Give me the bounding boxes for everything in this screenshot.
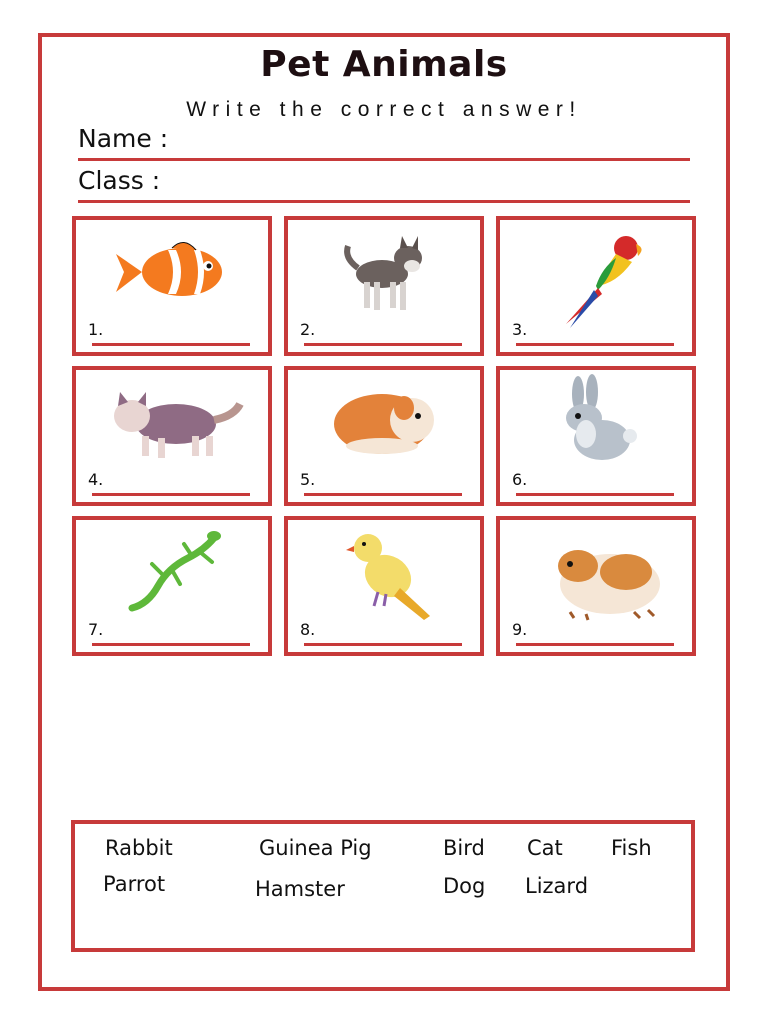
animal-card-6 xyxy=(496,366,696,506)
answer-line[interactable] xyxy=(516,493,674,496)
hamster-icon xyxy=(550,536,670,626)
class-label: Class : xyxy=(78,166,161,195)
cat-icon xyxy=(102,386,252,466)
answer-line[interactable] xyxy=(304,643,462,646)
card-number: 9. xyxy=(512,620,528,639)
animal-card-8 xyxy=(284,516,484,656)
word-bank-item: Cat xyxy=(527,836,563,860)
word-bank-item: Bird xyxy=(443,836,485,860)
answer-line[interactable] xyxy=(516,343,674,346)
word-bank-item: Lizard xyxy=(525,874,589,898)
animal-card-3 xyxy=(496,216,696,356)
animal-card-1 xyxy=(72,216,272,356)
card-number: 8. xyxy=(300,620,316,639)
card-number: 2. xyxy=(300,320,316,339)
guinea-pig-icon xyxy=(328,386,448,466)
card-number: 7. xyxy=(88,620,104,639)
word-bank-item: Dog xyxy=(443,874,486,898)
class-answer-line[interactable] xyxy=(78,200,690,203)
fish-icon xyxy=(112,228,232,316)
page-title: Pet Animals xyxy=(260,44,508,85)
card-number: 5. xyxy=(300,470,316,489)
word-bank-item: Rabbit xyxy=(105,836,173,860)
word-bank xyxy=(71,820,695,952)
answer-line[interactable] xyxy=(92,643,250,646)
rabbit-icon xyxy=(558,374,658,470)
card-number: 3. xyxy=(512,320,528,339)
lizard-icon xyxy=(128,524,228,614)
answer-line[interactable] xyxy=(516,643,674,646)
dog-icon xyxy=(324,228,444,318)
animal-card-7 xyxy=(72,516,272,656)
card-number: 1. xyxy=(88,320,104,339)
instructions: Write the correct answer! xyxy=(186,98,582,121)
animal-card-9 xyxy=(496,516,696,656)
word-bank-item: Hamster xyxy=(255,877,345,901)
animal-card-4 xyxy=(72,366,272,506)
word-bank-item: Fish xyxy=(611,836,652,860)
word-bank-item: Parrot xyxy=(103,872,166,896)
card-number: 6. xyxy=(512,470,528,489)
answer-line[interactable] xyxy=(92,493,250,496)
answer-line[interactable] xyxy=(304,493,462,496)
name-label: Name : xyxy=(78,124,169,153)
card-number: 4. xyxy=(88,470,104,489)
answer-line[interactable] xyxy=(92,343,250,346)
animal-card-2 xyxy=(284,216,484,356)
word-bank-item: Guinea Pig xyxy=(259,836,372,860)
name-answer-line[interactable] xyxy=(78,158,690,161)
answer-line[interactable] xyxy=(304,343,462,346)
bird-icon xyxy=(344,526,444,622)
parrot-icon xyxy=(536,228,656,328)
animal-card-5 xyxy=(284,366,484,506)
